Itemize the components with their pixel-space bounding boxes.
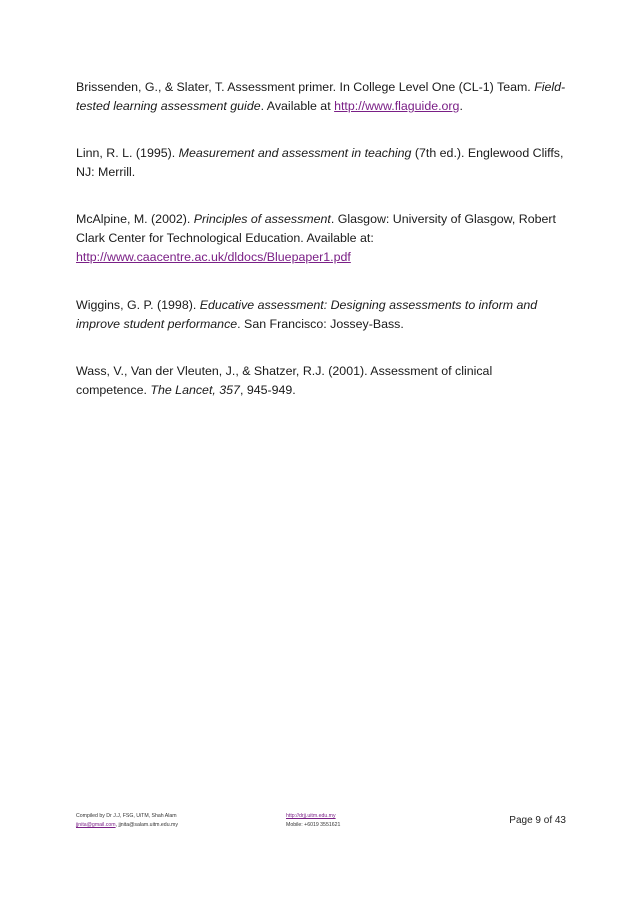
reference-wiggins: Wiggins, G. P. (1998). Educative assessment: Designing assessments to inform and improve student performance. San Francisco: Jossey-Bass.: [76, 298, 538, 331]
reference-mcalpine: McAlpine, M. (2002). Principles of assessment. Glasgow: University of Glasgow, Robert Clark Center for Technological Education. Available at: http://www.caacentre.ac.uk/dldocs/Bluepaper1.pdf: [76, 212, 556, 264]
footer-emails: jjnita@gmail.com, jjnita@salam.uitm.edu.my: [76, 822, 178, 828]
footer-left: [76, 812, 178, 830]
footer-middle: [286, 812, 340, 830]
page-footer: [76, 812, 566, 842]
footer-compiled-by: Compiled by Dr J.J, FSG, UiTM, Shah Alam: [76, 813, 177, 819]
footer-email-uitm: jjnita@salam.uitm.edu.my: [118, 822, 178, 828]
caacentre-link[interactable]: http://www.caacentre.ac.uk/dldocs/Bluepaper1.pdf: [76, 250, 351, 264]
reference-linn: Linn, R. L. (1995). Measurement and assessment in teaching (7th ed.). Englewood Cliffs, NJ: Merrill.: [76, 146, 564, 179]
page-number: Page 9 of 43: [509, 815, 566, 826]
reference-brissenden: Brissenden, G., & Slater, T. Assessment primer. In College Level One (CL-1) Team. Field-tested learning assessment guide. Available at http://www.flaguide.org.: [76, 80, 566, 113]
footer-website-link[interactable]: http://drjj.uitm.edu.my: [286, 813, 336, 819]
reference-wass: Wass, V., Van der Vleuten, J., & Shatzer, R.J. (2001). Assessment of clinical competence. The Lancet, 357, 945-949.: [76, 364, 493, 397]
footer-mobile: Mobile: +6019 3551621: [286, 822, 341, 828]
footer-email-gmail[interactable]: jjnita@gmail.com: [76, 822, 116, 828]
flaguide-link[interactable]: http://www.flaguide.org: [334, 99, 460, 113]
